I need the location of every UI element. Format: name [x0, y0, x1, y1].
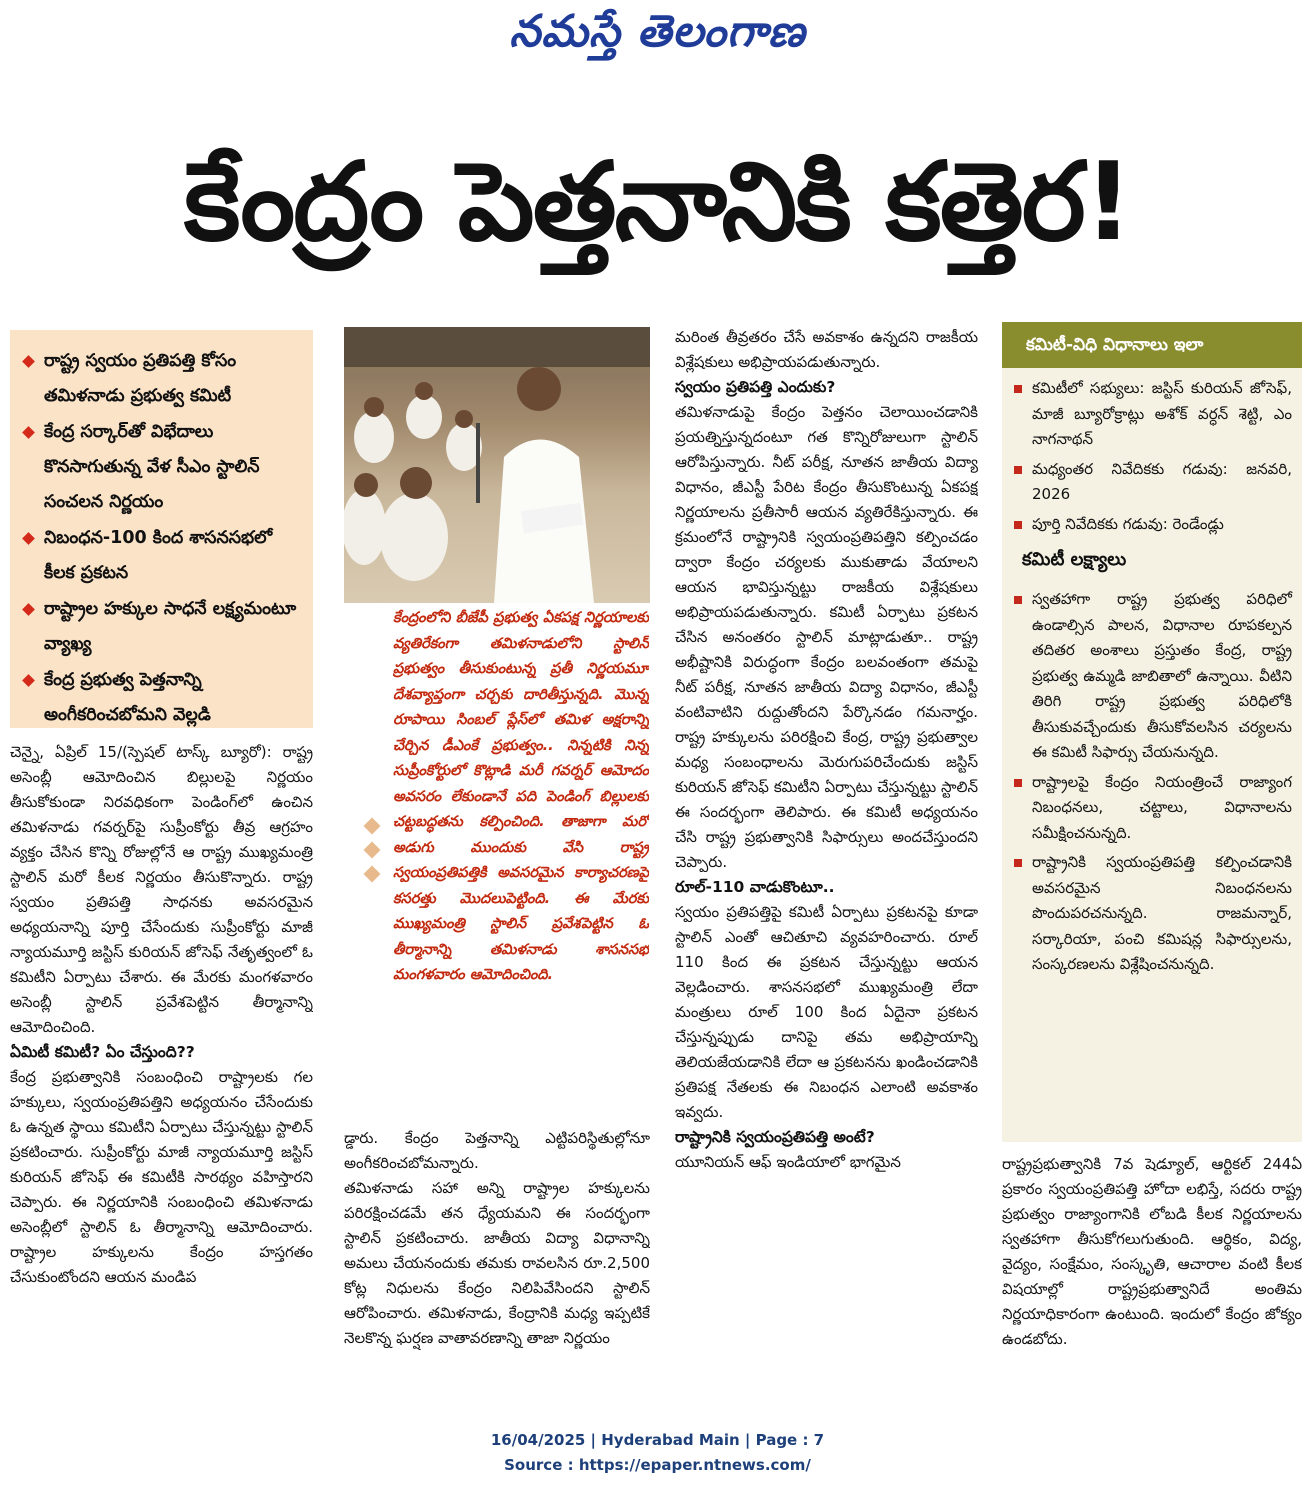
article-paragraph: తమిళనాడుపై కేంద్రం పెత్తనం చెలాయించడానికి ప్రయత్నిస్తున్నదంటూ గత కొన్నిరోజులుగా స్టాలిన్ ఆరోపిస్తున్నారు. నీట్ పరీక్ష, నూతన జాతీయ విద్యా విధానం, జీఎస్టీ పేరిట కేంద్రం తీసుకొంటున్న ఏకపక్ష నిర్ణయాలను ప్రతీసారీ ఆయన వ్యతిరేకిస్తున్నారు. ఈ క్రమంలోనే రాష్ట్రానికి స్వయంప్రతిపత్తిని కల్పించడం ద్వారా కేంద్రం చర్యలకు ముకుతాడు వేయాలని ఆయన భావిస్తున్నట్టు రాజకీయ విశ్లేషకులు అభిప్రాయపడుతున్నారు. కమిటీ ఏర్పాటు ప్రకటన చేసిన అనంతరం స్టాలిన్ మాట్లాడుతూ.. రాష్ట్ర అభీష్టానికి విరుద్ధంగా కేంద్రం బలవంతంగా తమపై నీట్ పరీక్ష, నూతన జాతీయ విద్యా విధానం, జీఎస్టీ వంటివాటిని రుద్దుతోందని పేర్కొనడం గమనార్హం. రాష్ట్ర హక్కులను పరిరక్షించి కేంద్ర, రాష్ట్ర ప్రభుత్వాల మధ్య సంబంధాలను మెరుగుపరిచేందుకు జస్టిస్ కురియన్ జోసెఫ్ కమిటీని ఏర్పాటు చేస్తున్నట్టు స్టాలిన్ ఈ సందర్భంగా తెలిపారు. ఈ కమిటీ అధ్యయనం చేసి రాష్ట్ర ప్రభుత్వానికి సిఫార్సులు అందచేస్తుందని చెప్పారు. — [675, 403, 978, 871]
article-column-4 — [1002, 1152, 1302, 1418]
sidebox-goal: రాష్ట్రాలపై కేంద్రం నియంత్రించే రాజ్యాంగ నిబంధనలు, చట్టాలు, విధానాలను సమీక్షించనున్నది. — [1012, 770, 1292, 847]
highlight-item: కేంద్ర సర్కార్‌తో విభేదాలు కొనసాగుతున్న వేళ సీఎం స్టాలిన్ సంచలన నిర్ణయం — [22, 415, 303, 520]
sidebox-goals-title: కమిటీ లక్ష్యాలు — [1022, 549, 1127, 570]
headline: కేంద్రం పెత్తనానికి కత్తెర! — [184, 140, 1131, 265]
decor-diamond — [364, 866, 381, 883]
sidebox-goal: స్వతహాగా రాష్ట్ర ప్రభుత్వ పరిధిలో ఉండాల్సిన పాలన, విధానాల రూపకల్పన తదితర అంశాలు ప్రస్తుతం కేంద్ర, రాష్ట్ర ప్రభుత్వ ఉమ్మడి జాబితాలో ఉన్నాయి. వీటిని తిరిగి రాష్ట్ర ప్రభుత్వ పరిధిలోకి తీసుకువచ్చేందుకు తీసుకోవలసిన చర్యలను ఈ కమిటీ సిఫార్సు చేయనున్నది. — [1012, 587, 1292, 766]
highlight-item: నిబంధన-100 కింద శాసనసభలో కీలక ప్రకటన — [22, 521, 303, 591]
highlight-item: రాష్ట్ర స్వయం ప్రతిపత్తి కోసం తమిళనాడు ప్రభుత్వ కమిటీ — [22, 344, 303, 414]
masthead: నమస్తే తెలంగాణ — [509, 6, 806, 57]
sidebox-item: పూర్తి నివేదికకు గడువు: రెండేండ్లు — [1012, 512, 1292, 538]
subheading: ఏమిటీ కమిటీ? ఏం చేస్తుంది?? — [10, 1043, 195, 1061]
article-column-3 — [675, 325, 978, 1418]
article-paragraph: తమిళనాడు సహా అన్ని రాష్ట్రాల హక్కులను పరిరక్షించడమే తన ధ్యేయమని ఈ సందర్భంగా స్టాలిన్ ప్రకటించారు. జాతీయ విద్యా విధానాన్ని అమలు చేయనందుకు తమకు రావలసిన రూ.2,500 కోట్ల నిధులను కేంద్రం నిలిపివేసిందని స్టాలిన్ ఆరోపించారు. తమిళనాడు, కేంద్రానికి మధ్య ఇప్పటికే నెలకొన్న ఘర్షణ వాతావరణాన్ని తాజా నిర్ణయం — [344, 1179, 650, 1347]
decor-diamond — [364, 818, 381, 835]
article-paragraph: డ్డారు. కేంద్రం పెత్తనాన్ని ఎట్టిపరిస్థితుల్లోనూ అంగీకరించబోమన్నారు. — [344, 1129, 650, 1172]
assembly-photo — [344, 327, 650, 603]
article-paragraph: స్వయం ప్రతిపత్తిపై కమిటీ ఏర్పాటు ప్రకటనపై కూడా స్టాలిన్ ఎంతో ఆచితూచి వ్యవహరించారు. రూల్ 110 కింద ఈ ప్రకటన చేస్తున్నట్టు ఆయన వెల్లడించారు. శాసనసభలో ముఖ్యమంత్రి లేదా మంత్రులు రూల్ 100 కింద ఏదైనా ప్రకటన చేస్తున్నప్పుడు దానిపై తమ అభిప్రాయాన్ని తెలియజేయడానికి లేదా ఆ ప్రకటనను ఖండించడానికి ప్రతిపక్ష నేతలకు ఈ నిబంధన ఎలాంటి అవకాశం ఇవ్వదు. — [675, 903, 978, 1121]
highlights-box — [10, 330, 313, 728]
article-paragraph: చెన్నై, ఏప్రిల్ 15/(స్పెషల్ టాస్క్ బ్యూరో): రాష్ట్ర అసెంబ్లీ ఆమోదించిన బిల్లులపై నిర్ణయం తీసుకోకుండా నిరవధికంగా పెండింగ్‌లో ఉంచిన తమిళనాడు గవర్నర్‌పై సుప్రీంకోర్టు తీవ్ర ఆగ్రహం వ్యక్తం చేసిన కొన్ని రోజుల్లోనే ఆ రాష్ట్ర ముఖ్యమంత్రి స్టాలిన్ మరో కీలక నిర్ణయం తీసుకొన్నారు. రాష్ట్ర స్వయం ప్రతిపత్తి సాధనకు అవసరమైన అధ్యయనాన్ని పూర్తి చేసేందుకు సుప్రీంకోర్టు మాజీ న్యాయమూర్తి జస్టిస్ కురియన్ జోసెఫ్ నేతృత్వంలో ఓ కమిటీని ఏర్పాటు చేశారు. ఈ మేరకు మంగళవారం అసెంబ్లీ స్టాలిన్ ప్రవేశపెట్టిన తీర్మానాన్ని ఆమోదించింది. — [10, 743, 313, 1036]
article-paragraph: రాష్ట్రప్రభుత్వానికి 7వ షెడ్యూల్, ఆర్టికల్ 244ఏ ప్రకారం స్వయంప్రతిపత్తి హోదా లభిస్తే, సదరు రాష్ట్ర ప్రభుత్వం రాజ్యాంగానికి లోబడి కీలక నిర్ణయాలను స్వతహాగా తీసుకోగలుగుతుంది. ఆర్థికం, విద్య, వైద్యం, సంక్షేమం, సంస్కృతి, ఆచారాల వంటి కీలక విషయాల్లో రాష్ట్రప్రభుత్వానిదే అంతిమ నిర్ణయాధికారంగా ఉంటుంది. ఇందులో కేంద్రం జోక్యం ఉండబోదు. — [1002, 1155, 1302, 1348]
footer-source: Source : https://epaper.ntnews.com/ — [504, 1456, 811, 1474]
article-paragraph: యూనియన్ ఆఫ్ ఇండియాలో భాగమైన — [675, 1153, 901, 1171]
decor-diamond — [364, 842, 381, 859]
committee-sidebox — [1002, 322, 1302, 1142]
page-footer — [0, 1428, 1315, 1478]
sidebox-item: మధ్యంతర నివేదికకు గడువు: జనవరి, 2026 — [1012, 457, 1292, 508]
article-column-1 — [10, 740, 313, 1418]
footer-edition: 16/04/2025 | Hyderabad Main | Page : 7 — [490, 1431, 825, 1449]
highlight-item: రాష్ట్రాల హక్కుల సాధనే లక్ష్యమంటూ వ్యాఖ్య — [22, 592, 303, 662]
subheading: రాష్ట్రానికి స్వయంప్రతిపత్తి అంటే? — [675, 1128, 875, 1146]
subheading: రూల్-110 వాడుకొంటూ.. — [675, 878, 835, 896]
photo-caption: కేంద్రంలోని బీజేపీ ప్రభుత్వ ఏకపక్ష నిర్ణయాలకు వ్యతిరేకంగా తమిళనాడులోని స్టాలిన్ ప్రభుత్వం తీసుకుంటున్న ప్రతీ నిర్ణయమూ దేశవ్యాప్తంగా చర్చకు దారితీస్తున్నది. మొన్న రూపాయి సింబల్ ప్లేస్‌లో తమిళ అక్షరాన్ని చేర్చిన డీఎంకే ప్రభుత్వం.. నిన్నటికి నిన్న సుప్రీంకోర్టులో కొట్లాడి మరీ గవర్నర్ ఆమోదం అవసరం లేకుండానే పది పెండింగ్ బిల్లులకు చట్టబద్ధతను కల్పించింది. తాజాగా మరో అడుగు ముందుకు వేసి రాష్ట్ర స్వయంప్రతిపత్తికి అవసరమైన కార్యాచరణపై కసరత్తు మొదలుపెట్టింది. ఈ మేరకు ముఖ్యమంత్రి స్టాలిన్ ప్రవేశపెట్టిన ఓ తీర్మానాన్ని తమిళనాడు శాసనసభ మంగళవారం ఆమోదించింది. — [393, 610, 649, 983]
highlight-item: కేంద్ర ప్రభుత్వ పెత్తనాన్ని అంగీకరించబోమని వెల్లడి — [22, 663, 303, 728]
article-paragraph: కేంద్ర ప్రభుత్వానికి సంబంధించి రాష్ట్రాలకు గల హక్కులు, స్వయంప్రతిపత్తిని అధ్యయనం చేసేందుకు ఓ ఉన్నత స్థాయి కమిటీని ఏర్పాటు చేస్తున్నట్టు స్టాలిన్ ప్రకటించారు. సుప్రీంకోర్టు మాజీ న్యాయమూర్తి జస్టిస్ కురియన్ జోసెఫ్ ఈ కమిటీకి సారథ్యం వహిస్తారని చెప్పారు. ఈ నిర్ణయానికి సంబంధించి తమిళనాడు అసెంబ్లీలో స్టాలిన్ ఓ తీర్మానాన్ని ఆమోదించారు. రాష్ట్రాల హక్కులను కేంద్రం హస్తగతం చేసుకుంటోందని ఆయన మండిప — [10, 1068, 313, 1286]
article-column-2 — [344, 1126, 650, 1418]
sidebox-item: కమిటీలో సభ్యులు: జస్టిస్ కురియన్ జోసెఫ్, మాజీ బ్యూరోక్రాట్లు అశోక్ వర్ధన్ శెట్టి, ఎం నాగనాథన్ — [1012, 376, 1292, 453]
article-paragraph: మరింత తీవ్రతరం చేసే అవకాశం ఉన్నదని రాజకీయ విశ్లేషకులు అభిప్రాయపడుతున్నారు. — [675, 328, 978, 371]
sidebox-goal: రాష్ట్రానికి స్వయంప్రతిపత్తి కల్పించడానికి అవసరమైన నిబంధనలను పొందుపరచనున్నది. రాజమన్నార్, సర్కారియా, పంచి కమిషన్ల సిఫార్సులను, సంస్కరణలను విశ్లేషించనున్నది. — [1012, 850, 1292, 978]
subheading: స్వయం ప్రతిపత్తి ఎందుకు? — [675, 378, 836, 396]
sidebox-title: కమిటీ-విధి విధానాలు ఇలా — [1002, 322, 1302, 368]
